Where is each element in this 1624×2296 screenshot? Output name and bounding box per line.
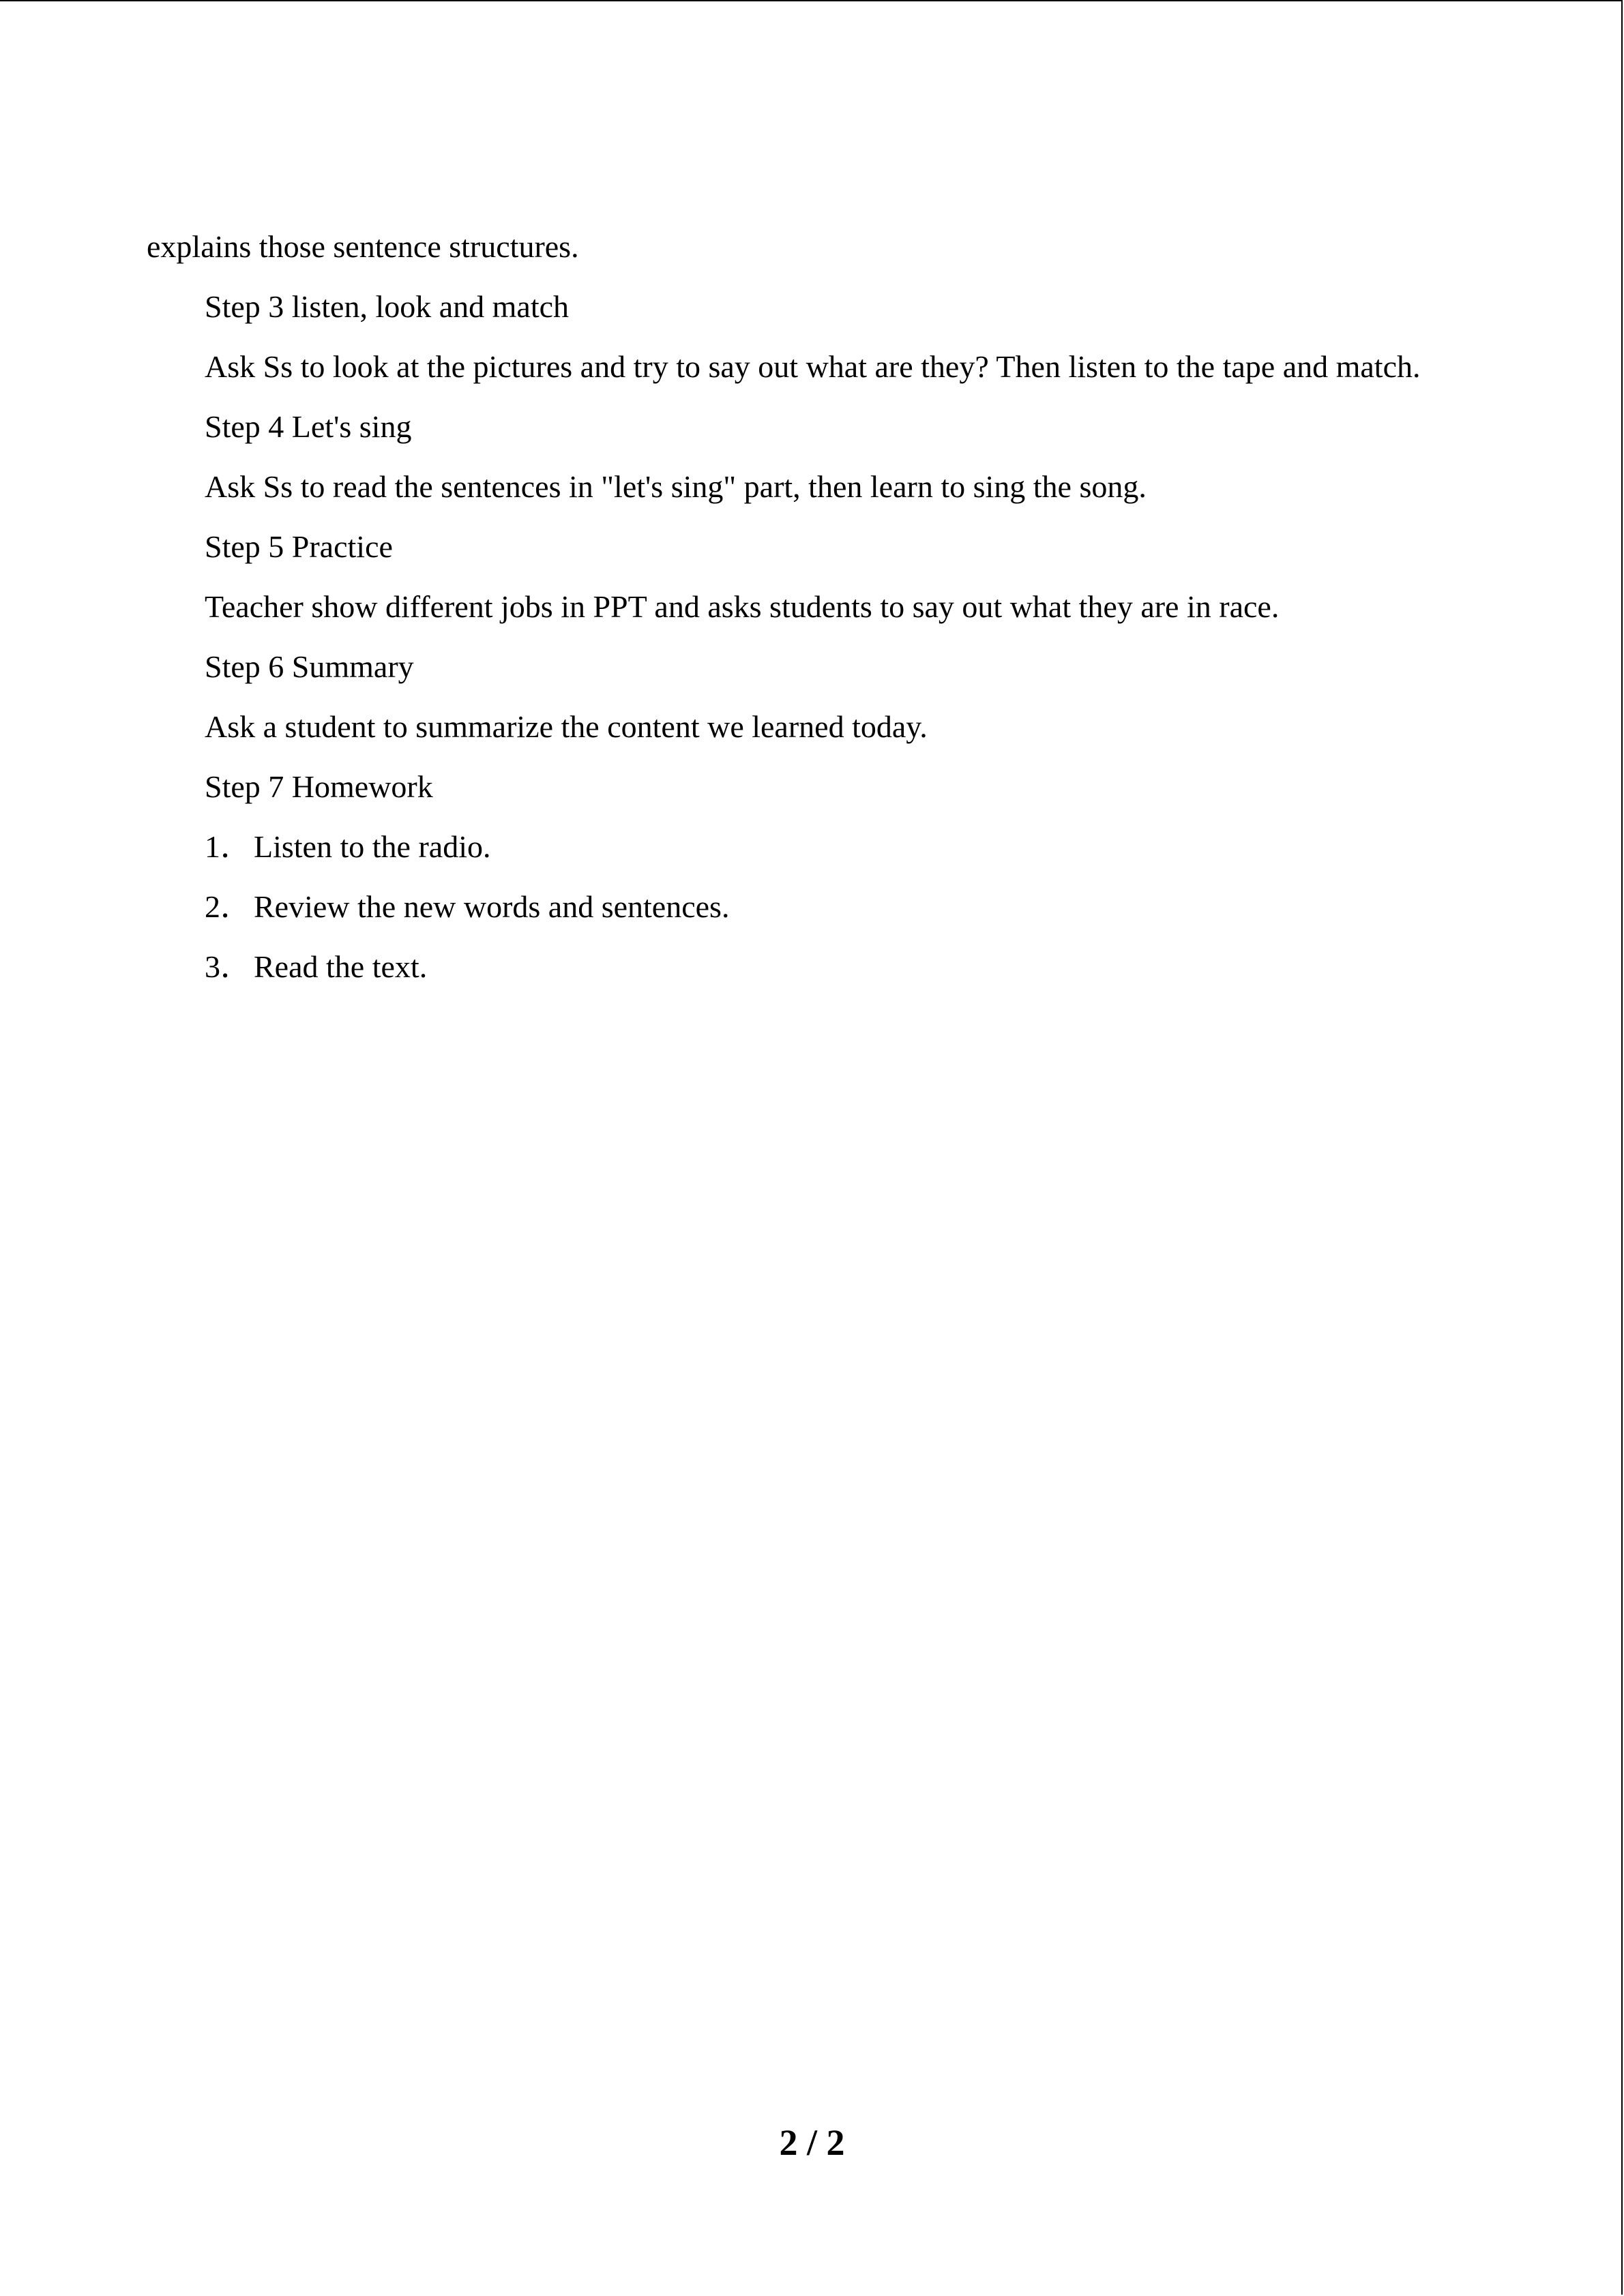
homework-item <box>147 817 1524 877</box>
step-3-description: Ask Ss to look at the pictures and try to say out what are they? Then listen to the tape and match. <box>205 349 1421 384</box>
paragraph-continuation: explains those sentence structures. <box>147 229 579 264</box>
step-3-heading: Step 3 listen, look and match <box>205 289 570 324</box>
step-5-heading: Step 5 Practice <box>205 529 393 564</box>
homework-item-text: Read the text. <box>254 949 428 984</box>
document-body <box>147 217 1524 997</box>
step-4-description: Ask Ss to read the sentences in "let's sing" part, then learn to sing the song. <box>205 469 1147 504</box>
homework-item-text: Listen to the radio. <box>254 829 491 864</box>
homework-item-number: 1． <box>205 829 252 864</box>
homework-item <box>147 937 1524 997</box>
page-number: 2 / 2 <box>779 2122 845 2163</box>
step-6-description: Ask a student to summarize the content we learned today. <box>205 709 928 744</box>
step-7-heading: Step 7 Homework <box>205 769 433 804</box>
step-4-heading: Step 4 Let's sing <box>205 409 412 444</box>
homework-item-number: 3． <box>205 949 252 984</box>
step-5-description: Teacher show different jobs in PPT and asks students to say out what they are in race. <box>205 589 1280 624</box>
homework-item <box>147 877 1524 937</box>
homework-item-text: Review the new words and sentences. <box>254 889 730 924</box>
homework-item-number: 2． <box>205 889 252 924</box>
step-6-heading: Step 6 Summary <box>205 649 414 684</box>
